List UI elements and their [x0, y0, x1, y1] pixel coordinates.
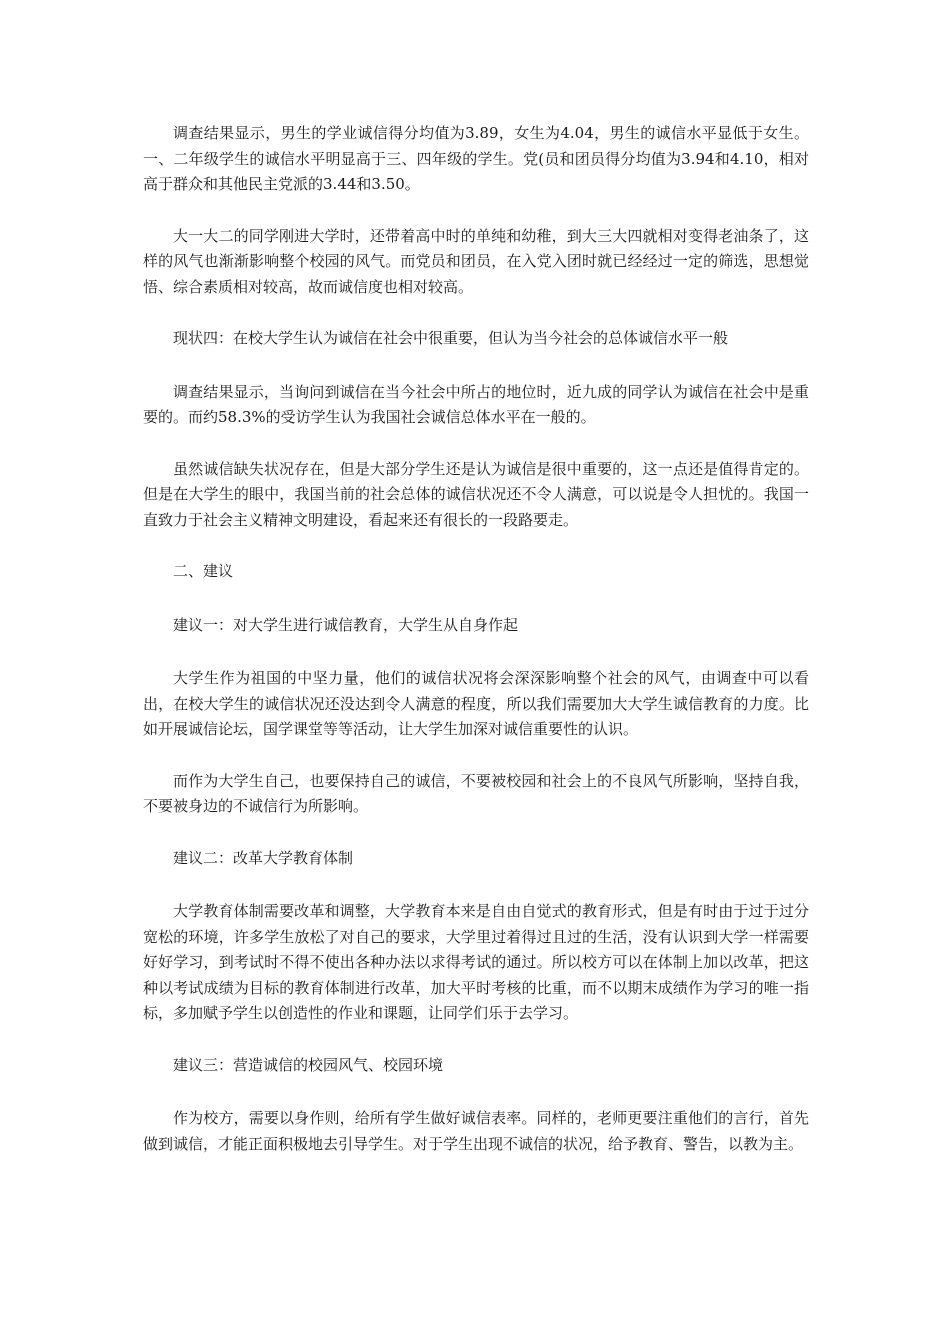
paragraph-suggestion-two-body: 大学教育体制需要改革和调整，大学教育本来是自由自觉式的教育形式，但是有时由于过于过分宽松的环境，许多学生放松了对自己的要求，大学里过着得过且过的生活，没有认识到大学一样需要好好学习，到考试时不得不使出各种办法以求得考试的通过。所以校方可以在体制上加以改革，把这种以考试成绩为目标的教育体制进行改革，加大平时考核的比重，而不以期末成绩作为学习的唯一指标，多加赋予学生以创造性的作业和课题，让同学们乐于去学习。: [143, 902, 809, 1022]
paragraph-suggestion-three-body: 作为校方，需要以身作则，给所有学生做好诚信表率。同样的，老师更要注重他们的言行，首先做到诚信，才能正面积极地去引导学生。对于学生出现不诚信的状况，给予教育、警告，以教为主。: [143, 1109, 809, 1153]
paragraph-survey-gender-grade: 调查结果显示，男生的学业诚信得分均值为3.89，女生为4.04，男生的诚信水平显低于女生。一、二年级学生的诚信水平明显高于三、四年级的学生。党(员和团员得分均值为3.94和4.10，相对高于群众和其他民主党派的3.44和3.50。: [143, 124, 809, 193]
heading-suggestions: 二、建议: [173, 562, 234, 580]
paragraph-suggestion-one-self: 而作为大学生自己，也要保持自己的诚信，不要被校园和社会上的不良风气所影响，坚持自我，不要被身边的不诚信行为所影响。: [143, 771, 809, 815]
heading-status-four: 现状四：在校大学生认为诚信在社会中很重要，但认为当今社会的总体诚信水平一般: [173, 329, 729, 347]
paragraph-suggestion-one-body: 大学生作为祖国的中坚力量，他们的诚信状况将会深深影响整个社会的风气，由调查中可以看出，在校大学生的诚信状况还没达到令人满意的程度，所以我们需要加大大学生诚信教育的力度。比如开展诚信论坛，国学课堂等等活动，让大学生加深对诚信重要性的认识。: [143, 669, 809, 738]
heading-suggestion-three: 建议三：营造诚信的校园风气、校园环境: [173, 1055, 444, 1074]
paragraph-survey-society: 调查结果显示，当询问到诚信在当今社会中所占的地位时，近九成的同学认为诚信在社会中是重要的。而约58.3%的受访学生认为我国社会诚信总体水平在一般的。: [143, 382, 809, 426]
heading-suggestion-two: 建议二：改革大学教育体制: [173, 848, 354, 867]
paragraph-grade-analysis: 大一大二的同学刚进大学时，还带着高中时的单纯和幼稚，到大三大四就相对变得老油条了，这样的风气也渐渐影响整个校园的风气。而党员和团员，在入党入团时就已经经过一定的筛选，思想觉悟、综合素质相对较高，故而诚信度也相对较高。: [143, 226, 809, 296]
paragraph-integrity-concern: 虽然诚信缺失状况存在，但是大部分学生还是认为诚信是很中重要的，这一点还是值得肯定的。但是在大学生的眼中，我国当前的社会总体的诚信状况还不令人满意，可以说是令人担忧的。我国一直致力于社会主义精神文明建设，看起来还有很长的一段路要走。: [143, 459, 809, 529]
heading-suggestion-one: 建议一：对大学生进行诚信教育，大学生从自身作起: [173, 615, 519, 634]
document-body: [143, 121, 809, 1183]
